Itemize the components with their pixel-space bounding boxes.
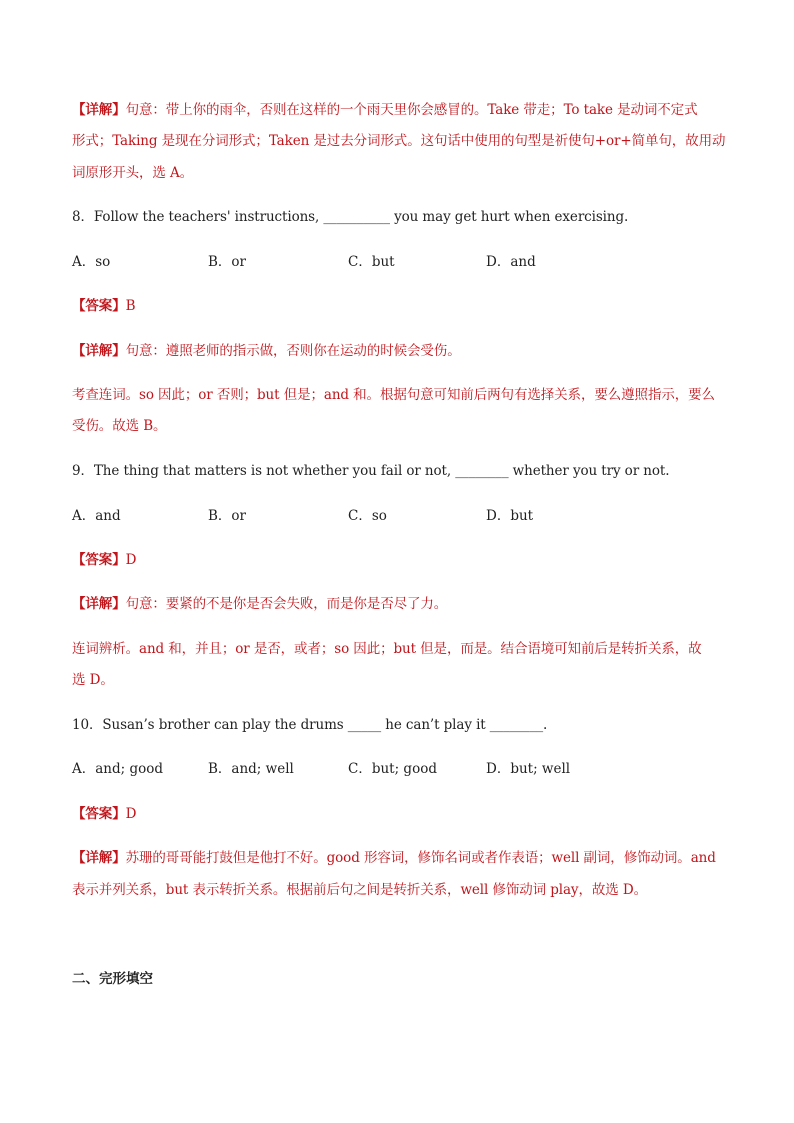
q8-analysis-line-3: 受伤。故选 B。 [72,418,167,434]
q10-analysis-line-2: 表示并列关系，but 表示转折关系。根据前后句之间是转折关系，well 修饰动词 play，故选 D。 [72,882,647,898]
q8-analysis-line-1 [72,341,724,361]
q9-answer-tag: 【答案】 [72,552,126,568]
q9-analysis-tag: 【详解】 [72,596,126,612]
q8-answer [72,296,724,316]
q9-option-d: D．but [486,508,534,524]
section-title: 二、完形填空 [72,971,153,987]
q7-analysis-text-1: 句意：带上你的雨伞，否则在这样的一个雨天里你会感冒的。Take 带走；To take 是动词不定式 [125,102,698,118]
q10-analysis-tag: 【详解】 [72,850,126,866]
q10-question: 10．Susan’s brother can play the drums _____ he can’t play it ________. [72,717,548,733]
q8-question: 8．Follow the teachers' instructions, __________ you may get hurt when exercising. [72,209,629,225]
q9-option-c: C．so [348,508,387,524]
q9-answer [72,550,724,570]
q10-analysis-line-1 [72,848,724,868]
q10-answer [72,804,724,824]
q10-answer-value: D [125,806,137,822]
q8-option-d: D．and [486,254,536,270]
q9-answer-value: D [125,552,137,568]
q7-analysis-line-3: 词原形开头，选 A。 [72,165,194,181]
q10-option-d: D．but; well [486,761,571,777]
q9-option-b: B．or [208,508,247,524]
q9-question: 9．The thing that matters is not whether you fail or not, ________ whether you try or not. [72,463,670,479]
q8-options [72,252,724,272]
q7-analysis-tag: 【详解】 [72,102,126,118]
q9-option-a: A．and [72,508,121,524]
q9-analysis-text-1: 句意：要紧的不是你是否会失败，而是你是否尽了力。 [125,596,448,612]
q8-option-a: A．so [72,254,111,270]
q10-option-c: C．but; good [348,761,437,777]
q7-analysis-line-2: 形式；Taking 是现在分词形式；Taken 是过去分词形式。这句话中使用的句型是祈使句+or+简单句，故用动 [72,133,726,149]
q9-analysis-line-3: 选 D。 [72,672,114,688]
q8-analysis-tag: 【详解】 [72,343,126,359]
q7-analysis-line-1 [72,100,724,120]
q8-answer-tag: 【答案】 [72,298,126,314]
q8-answer-value: B [125,298,136,314]
q8-option-b: B．or [208,254,247,270]
q9-analysis-line-1 [72,594,724,614]
q8-analysis-text-1: 句意：遵照老师的指示做，否则你在运动的时候会受伤。 [125,343,461,359]
q9-analysis-line-2: 连词辨析。and 和，并且；or 是否，或者；so 因此；but 但是，而是。结合语境可知前后是转折关系，故 [72,641,702,657]
q10-answer-tag: 【答案】 [72,806,126,822]
q10-options [72,759,724,779]
q8-option-c: C．but [348,254,395,270]
q10-option-a: A．and; good [72,761,164,777]
q10-analysis-text-1: 苏珊的哥哥能打鼓但是他打不好。good 形容词，修饰名词或者作表语；well 副词，修饰动词。and [125,850,716,866]
q10-option-b: B．and; well [208,761,294,777]
q8-analysis-line-2: 考查连词。so 因此；or 否则；but 但是；and 和。根据句意可知前后两句有选择关系，要么遵照指示，要么 [72,387,715,403]
q9-options [72,506,724,526]
